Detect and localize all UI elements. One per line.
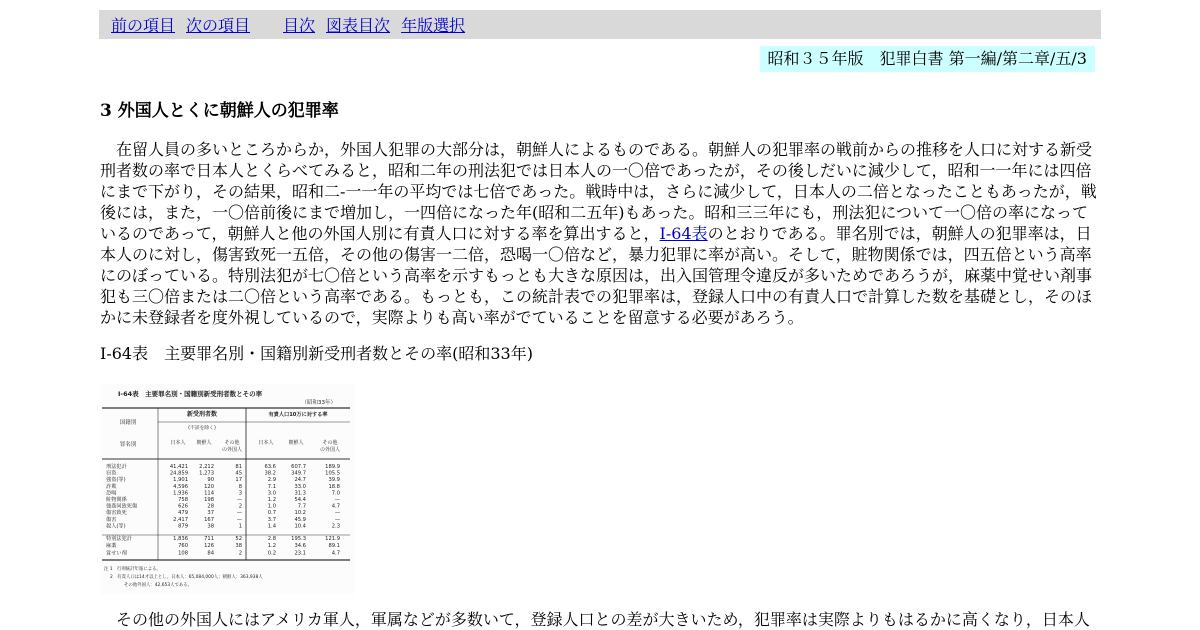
table-cell: 24.7	[294, 477, 306, 484]
table-cell: 81	[235, 464, 242, 470]
table-cell: 167	[204, 516, 214, 523]
table-caption: I-64表 主要罪名別・国籍別新受刑者数とその率(昭和33年)	[100, 344, 533, 363]
table-cell: 2.8	[267, 536, 276, 542]
table-cell: —	[334, 510, 340, 517]
table-row-label: 殺人(等)	[106, 523, 126, 530]
table-cell: 3	[238, 490, 242, 497]
table-cell: 0.7	[267, 510, 276, 517]
table-title: I-64表 主要罪名別・国籍別新受刑者数とその率	[118, 390, 263, 398]
table-link[interactable]: I-64表	[659, 224, 708, 243]
table-cell: 38	[235, 543, 242, 550]
table-cell: 121.9	[325, 536, 340, 542]
table-col-header-cont: の外国人	[221, 447, 243, 453]
table-cell: 1.2	[267, 543, 276, 550]
table-cell: 63.6	[264, 464, 276, 470]
table-cell: 1,273	[199, 470, 214, 477]
table-cell: 7.0	[331, 490, 340, 497]
table-cell: 38	[207, 523, 214, 530]
table-cell: 7.7	[297, 503, 306, 510]
table-col-header: 朝鮮人	[196, 440, 212, 446]
body-paragraph-2: その他の外国人にはアメリカ軍人，軍属などが多数いて，登録人口との差が大きいため，犯罪率は実際よりもはるかに高くなり，日本人	[116, 610, 1090, 629]
table-cell: 24,859	[169, 470, 188, 477]
table-cell: 2,417	[173, 516, 188, 523]
table-note-1: 注 1 行刑統計年報による。	[104, 567, 161, 572]
table-subtitle: （昭和33年）	[301, 400, 336, 406]
table-cell: 31.3	[294, 490, 306, 497]
nav-editions-link[interactable]: 年版選択	[401, 16, 466, 35]
table-cell: 1.4	[267, 523, 276, 530]
table-cell: 45.9	[294, 516, 306, 523]
table-cell: 10.2	[294, 510, 306, 517]
section-heading: 3 外国人とくに朝鮮人の犯罪率	[100, 101, 339, 121]
table-row-label: 覚せい剤	[106, 550, 127, 557]
table-cell: 38.2	[264, 470, 276, 477]
table-cell: 1	[238, 523, 242, 530]
table-cell: 39.9	[328, 477, 340, 484]
nav-prev-link[interactable]: 前の項目	[111, 16, 176, 35]
table-row-label: 強盗(等)	[106, 477, 126, 484]
table-cell: 1.2	[267, 497, 276, 503]
table-group2-label: 有責人口10万に対する率	[268, 412, 328, 418]
table-col-header: その他	[224, 440, 240, 446]
table-note-3: その他外国人：42,653人である。	[124, 583, 193, 588]
table-cell: 2	[238, 503, 242, 510]
table-cell: 1,936	[173, 490, 188, 497]
table-row-label: 傷害致死	[106, 510, 127, 517]
table-cell: 54.4	[294, 497, 306, 503]
table-header-nationality: 国籍別	[119, 420, 137, 426]
nav-toc-link[interactable]: 目次	[283, 16, 316, 35]
table-cell: 8	[238, 483, 242, 490]
table-row-label: 詐欺	[106, 483, 117, 490]
table-cell: 2.9	[267, 477, 276, 484]
table-cell: 33.0	[294, 483, 306, 490]
table-cell: 760	[178, 543, 188, 550]
table-row-label: 恐喝	[106, 490, 117, 497]
table-cell: 84	[207, 550, 214, 557]
table-cell: 0.2	[267, 550, 276, 557]
table-cell: 607.7	[291, 464, 306, 470]
table-group1-label: 新受刑者数	[186, 411, 218, 418]
nav-next-link[interactable]: 次の項目	[186, 16, 251, 35]
table-col-header: 日本人	[258, 440, 274, 446]
paragraph-text-after: のとおりである。罪名別では，朝鮮人の犯罪率は，日本人のに対し，傷害致死一五倍，その他の傷害一二倍，恐喝一〇倍など，暴力犯罪に率が高い。そして，賍物関係では，四五倍という高率にのぼっている。特別法犯が七〇倍という高率を示すもっとも大きな原因は，出入国管理令違反が多いためであろうが，麻薬中覚せい剤事犯も三〇倍または二〇倍という高率である。もっとも，この統計表での犯罪率は，登録人口中の有責人口で計算した数を基礎とし，そのほかに未登録者を度外視しているので，実際よりも高い率がでていることを留意する必要があろう。	[100, 224, 1093, 327]
table-row-label: 刑法犯計	[106, 464, 127, 470]
table-image-svg	[100, 384, 355, 594]
table-cell: 1.0	[267, 503, 276, 510]
table-image	[100, 384, 355, 594]
table-note-2: 2 有責人口は14才以上とし，日本人：65,084,000人；朝鮮人：363,938人	[110, 575, 263, 580]
table-col-header: 朝鮮人	[288, 440, 304, 446]
table-cell: —	[236, 497, 242, 503]
table-cell: 195.3	[291, 536, 306, 542]
table-cell: 52	[235, 536, 242, 542]
table-cell: 2,212	[199, 464, 214, 470]
nav-figures-link[interactable]: 図表目次	[326, 16, 391, 35]
table-cell: 2.3	[331, 523, 340, 530]
table-cell: 758	[178, 497, 188, 503]
table-row-label: 傷害	[106, 516, 117, 523]
table-cell: 10.4	[294, 523, 306, 530]
table-cell: 4.7	[331, 550, 340, 557]
table-cell: 1,901	[173, 477, 188, 484]
nav-bar	[99, 10, 1101, 39]
breadcrumb: 昭和３５年版 犯罪白書 第一編/第二章/五/3	[760, 46, 1095, 72]
table-cell: 198	[204, 497, 214, 503]
table-row-label: 強姦同致死傷	[106, 503, 138, 510]
table-cell: 479	[178, 510, 188, 517]
table-row-label: 賍物関係	[106, 497, 127, 503]
table-header-crime: 罪名別	[119, 442, 137, 448]
table-cell: 17	[235, 477, 242, 484]
table-cell: 114	[204, 490, 214, 497]
table-cell: 28	[207, 503, 214, 510]
table-cell: 18.8	[328, 483, 340, 490]
table-cell: 37	[207, 510, 214, 517]
table-cell: 4.7	[331, 503, 340, 510]
paragraph-text-before: 在留人員の多いところからか，外国人犯罪の大部分は，朝鮮人によるものである。朝鮮人の犯罪率の戦前からの推移を人口に対する新受刑者数の率で日本人とくらべてみると，昭和二年の刑法犯では日本人の一〇倍であったが，その後しだいに減少して，昭和一一年には四倍にまで下がり，その結果，昭和二-一一年の平均では七倍であった。戦時中は，さらに減少して，日本人の二倍となったこともあったが，戦後には，また，一〇倍前後にまで増加し，一四倍になった年(昭和二五年)もあった。昭和三三年にも，刑法犯について一〇倍の率になっているのであって，朝鮮人と他の外国人別に有責人口に対する率を算出すると，	[100, 140, 1097, 243]
table-cell: —	[236, 510, 242, 517]
table-cell: 90	[207, 477, 214, 484]
table-cell: 45	[235, 470, 242, 477]
table-cell: 349.7	[291, 470, 306, 477]
table-cell: 105.5	[325, 470, 340, 477]
table-cell: 879	[178, 523, 188, 530]
table-cell: 41,421	[169, 464, 188, 470]
table-cell: 126	[204, 543, 214, 550]
table-col-header: その他	[322, 440, 338, 446]
table-cell: 7.1	[267, 483, 276, 490]
table-cell: 3.0	[267, 490, 276, 497]
table-cell: 23.1	[294, 550, 306, 557]
table-group1-note: (不詳を除く)	[188, 426, 216, 431]
table-cell: 2	[238, 550, 242, 557]
table-cell: —	[334, 497, 340, 503]
table-cell: 711	[204, 536, 214, 542]
table-cell: —	[236, 516, 242, 523]
table-cell: 189.9	[325, 464, 340, 470]
table-cell: 108	[178, 550, 188, 557]
table-cell: 3.7	[267, 516, 276, 523]
table-row-label: 特別法犯計	[106, 536, 132, 542]
table-cell: 120	[204, 483, 214, 490]
table-cell: 4,596	[173, 483, 188, 490]
table-cell: 626	[178, 503, 188, 510]
table-cell: —	[334, 516, 340, 523]
table-col-header: 日本人	[170, 440, 186, 446]
table-col-header-cont: の外国人	[319, 447, 341, 453]
table-cell: 1,836	[173, 536, 188, 542]
body-paragraph	[100, 139, 1100, 328]
table-cell: 89.1	[328, 543, 340, 550]
table-row-label: 麻薬	[106, 543, 117, 550]
table-row-label: 窃盗	[106, 470, 117, 477]
table-cell: 34.6	[294, 543, 306, 550]
